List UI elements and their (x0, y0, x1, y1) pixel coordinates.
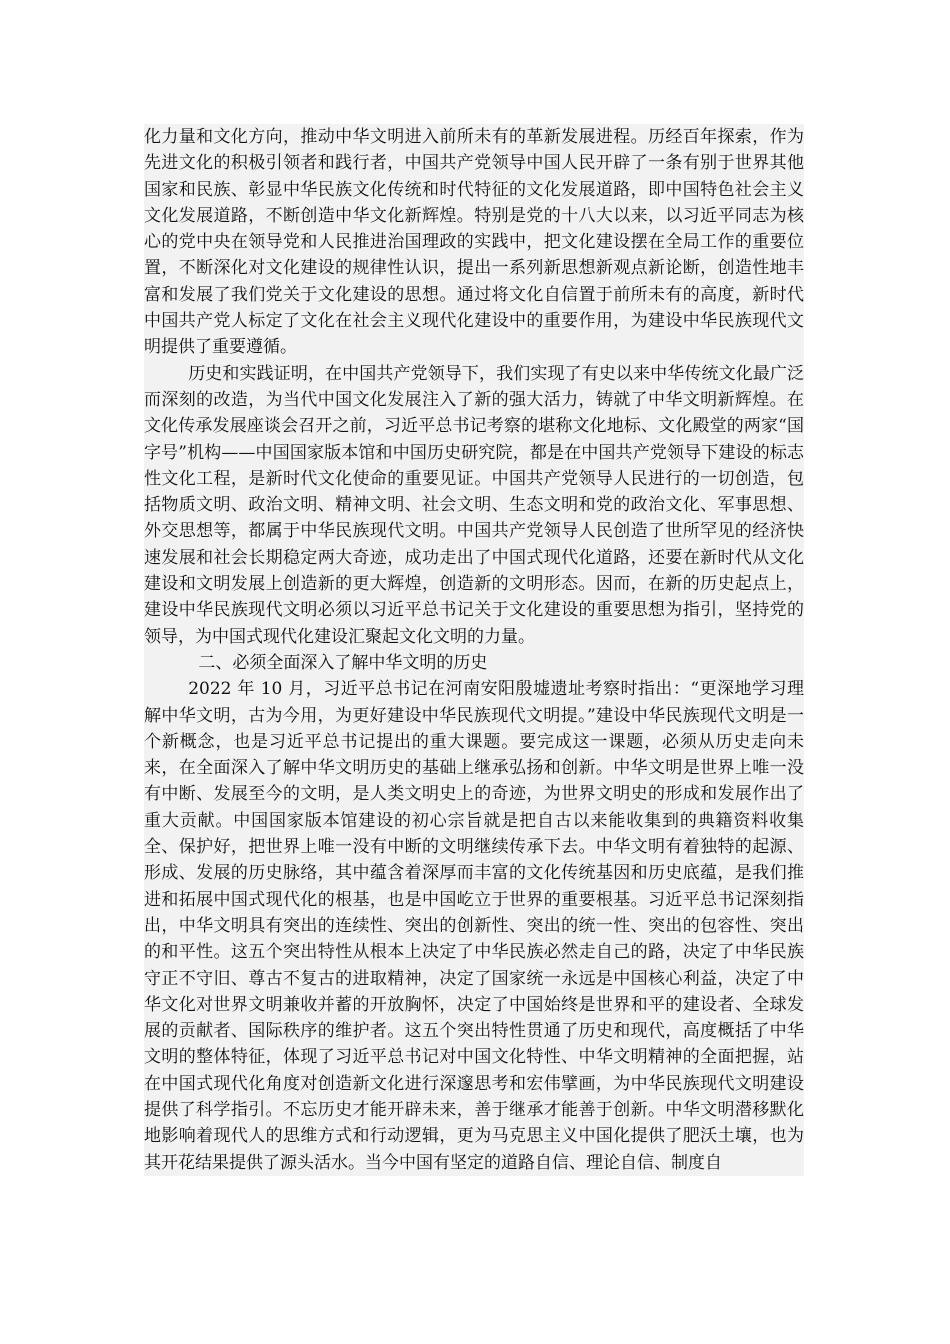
paragraph-history-practice: 历史和实践证明，在中国共产党领导下，我们实现了有史以来中华传统文化最广泛而深刻的改造，为当代中国文化发展注入了新的强大活力，铸就了中华文明新辉煌。在文化传承发展座谈会召开之前，习近平总书记考察的堪称文化地标、文化殿堂的两家“国字号”机构——中国国家版本馆和中国历史研究院，都是在中国共产党领导下建设的标志性文化工程，是新时代文化使命的重要见证。中国共产党领导人民进行的一切创造，包括物质文明、政治文明、精神文明、社会文明、生态文明和党的政治文化、军事思想、外交思想等，都属于中华民族现代文明。中国共产党领导人民创造了世所罕见的经济快速发展和社会长期稳定两大奇迹，成功走出了中国式现代化道路，还要在新时代从文化建设和文明发展上创造新的更大辉煌，创造新的文明形态。因而，在新的历史起点上，建设中华民族现代文明必须以习近平总书记关于文化建设的重要思想为指引，坚持党的领导，为中国式现代化建设汇聚起文化文明的力量。 (144, 363, 804, 647)
paragraph-civilization-history: 2022 年 10 月，习近平总书记在河南安阳殷墟遗址考察时指出：“更深地学习理解中华文明，古为今用，为更好建设中华民族现代文明提。”建设中华民族现代文明是一个新概念，也是习近平总书记提出的重大课题。要完成这一课题，必须从历史走向未来，在全面深入了解中华文明历史的基础上继承弘扬和创新。中华文明是世界上唯一没有中断、发展至今的文明，是人类文明史上的奇迹，为世界文明史的形成和发展作出了重大贡献。中国国家版本馆建设的初心宗旨就是把自古以来能收集到的典籍资料收集全、保护好，把世界上唯一没有中断的文明继续传承下去。中华文明有着独特的起源、形成、发展的历史脉络，其中蕴含着深厚而丰富的文化传统基因和历史底蕴，是我们推进和拓展中国式现代化的根基，也是中国屹立于世界的重要根基。习近平总书记深刻指出，中华文明具有突出的连续性、突出的创新性、突出的统一性、突出的包容性、突出的和平性。这五个突出特性从根本上决定了中华民族必然走自己的路，决定了中华民族守正不守旧、尊古不复古的进取精神，决定了国家统一永远是中国核心利益，决定了中华文化对世界文明兼收并蓄的开放胸怀，决定了中国始终是世界和平的建设者、全球发展的贡献者、国际秩序的维护者。这五个突出特性贯通了历史和现代，高度概括了中华文明的整体特征，体现了习近平总书记对中国文化特性、中华文明精神的全面把握，站在中国式现代化角度对创造新文化进行深邃思考和宏伟擘画，为中华民族现代文明建设提供了科学指引。不忘历史才能开辟未来，善于继承才能善于创新。中华文明潜移默化地影响着现代人的思维方式和行动逻辑，更为马克思主义中国化提供了肥沃土壤，也为其开花结果提供了源头活水。当今中国有坚定的道路自信、理论自信、制度自 (144, 679, 804, 1173)
paragraph-continuation: 化力量和文化方向，推动中华文明进入前所未有的革新发展进程。历经百年探索，作为先进文化的积极引领者和践行者，中国共产党领导中国人民开辟了一条有别于世界其他国家和民族、彰显中华民族文化传统和时代特征的文化发展道路，即中国特色社会主义文化发展道路，不断创造中华文化新辉煌。特别是党的十八大以来，以习近平同志为核心的党中央在领导党和人民推进治国理政的实践中，把文化建设摆在全局工作的重要位置，不断深化对文化建设的规律性认识，提出一系列新思想新观点新论断，创造性地丰富和发展了我们党关于文化建设的思想。通过将文化自信置于前所未有的高度，新时代中国共产党人标定了文化在社会主义现代化建设中的重要作用，为建设中华民族现代文明提供了重要遵循。 (144, 127, 804, 358)
article-text-block (144, 124, 804, 1176)
section-heading: 二、必须全面深入了解中华文明的历史 (198, 652, 488, 673)
